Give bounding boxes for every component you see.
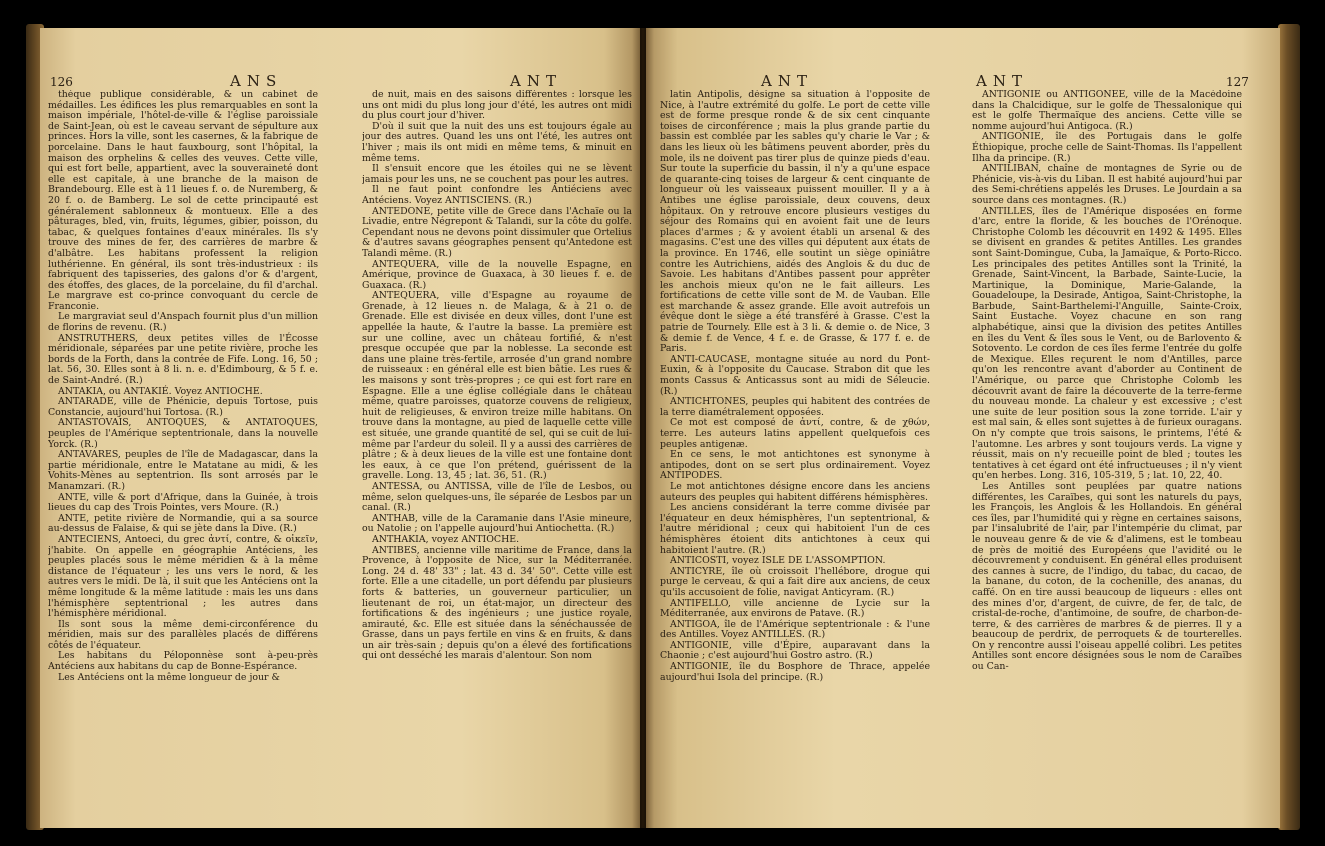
- paragraph: ANTICOSTI, voyez ISLE DE L'ASSOMPTION.: [670, 555, 886, 567]
- paragraph: ANTHAB, ville de la Caramanie dans l'Asie mineure, ou Natolie ; on l'appelle aujourd'hui Antiochetta. (R.): [362, 512, 632, 535]
- paragraph: En ce sens, le mot antichtones est synonyme à antipodes, dont on se sert plus ordinairement. Voyez ANTIPODES.: [660, 449, 930, 482]
- paragraph: ANTAKIA, ou ANTAKIÉ. Voyez ANTIOCHE.: [58, 385, 263, 397]
- left-page: [40, 28, 640, 828]
- paragraph: ANTIGONIE ou ANTIGONÉE, ville de la Macédoine dans la Chalcidique, sur le golfe de Thessalonique qui est le golfe Thermaïque des anciens. Cette ville se nomme aujourd'hui Antigoca. (R.): [972, 90, 1242, 132]
- right-column-2: [972, 90, 1242, 790]
- right-page-number: 127: [1226, 75, 1249, 89]
- left-column-1: [48, 90, 318, 790]
- paragraph: ANTICYRE, île où croissoit l'hellébore, drogue qui purge le cerveau, & qui a fait dire aux anciens, de ceux qu'ils accusoient de folie, navigat Anticyram. (R.): [660, 565, 930, 598]
- paragraph: ANTHAKIA, voyez ANTIOCHE.: [372, 533, 520, 545]
- paragraph: de nuit, mais en des saisons différentes : lorsque les uns ont midi du plus long jour d'été, les autres ont midi du plus court jour d'hiver.: [362, 90, 632, 122]
- right-column-1: [660, 90, 930, 790]
- paragraph: ANTE, petite rivière de Normandie, qui a sa source au-dessus de Falaise, & qui se jète dans la Dive. (R.): [48, 512, 318, 535]
- left-column-2: [362, 90, 632, 790]
- paragraph: ANTEQUERA, ville d'Espagne au royaume de Grenade, à 12 lieues n. de Malaga, & à 21 o. de Grenade. Elle est divisée en deux villes, dont l'une est appellée la haute, & l'autre la basse. La première est sur une colline, avec un château fortifié, & n'est presque occupée que par la noblesse. La seconde est dans une plaine très-fertile, arrosée d'un grand nombre de ruisseaux : en général elle est bien bâtie. Les rues & les maisons y sont très-propres ; ce qui est fort rare en Espagne. Elle a une église collégiale dans le château même, quatre paroisses, quatorze couvens de religieux, huit de religieuses, & environ treize mille habitans. On trouve dans la montagne, au pied de laquelle cette ville est située, une grande quantité de sel, qui se cuit de lui-même par l'ardeur du soleil. Il y a aussi des carrières de plâtre ; & à deux lieues de la ville est une fontaine dont les eaux, à ce que l'on prétend, guérissent de la gravelle. Long. 13, 45 ; lat. 36, 51. (R.): [362, 290, 632, 482]
- paragraph: Les anciens considérant la terre comme divisée par l'équateur en deux hémisphères, l'un septentrional, & l'autre méridional ; ceux qui habitoient l'un de ces hémisphères étoient dits antichtones à ceux qui habitoient l'autre. (R.): [660, 502, 930, 556]
- paragraph: ANTIGONIE, ville d'Épire, auparavant dans la Chaonie ; c'est aujourd'hui Gostro astro. (R.): [660, 639, 930, 662]
- paragraph: ANTILIBAN, chaîne de montagnes de Syrie ou de Phénicie, vis-à-vis du Liban. Il est habité aujourd'hui par des Semi-chrétiens appelés les Druses. Le Jourdain a sa source dans ces montagnes. (R.): [972, 163, 1242, 206]
- paragraph: D'où il suit que la nuit des uns est toujours égale au jour des autres. Quand les uns ont l'été, les autres ont l'hiver ; mais ils ont midi en même tems, & minuit en même tems.: [362, 120, 632, 164]
- paragraph: ANTARADE, ville de Phénicie, depuis Tortose, puis Constancie, aujourd'hui Tortosa. (R.): [48, 396, 318, 418]
- paragraph: ANTEQUERA, ville de la nouvelle Espagne, en Amérique, province de Guaxaca, à 30 lieues f. e. de Guaxaca. (R.): [362, 258, 632, 291]
- right-page: [646, 28, 1280, 828]
- paragraph: Le mot antichtones désigne encore dans les anciens auteurs des peuples qui habitent différens hémisphères.: [660, 480, 930, 503]
- paragraph: ANTIGONIE, île des Portugais dans le golfe Éthiopique, proche celle de Saint-Thomas. Ils l'appellent Ilha da principe. (R.): [972, 131, 1242, 164]
- paragraph: latin Antipolis, désigne sa situation à l'opposite de Nice, à l'autre extrémité du golfe. Le port de cette ville est de forme presque ronde & de six cent cinquante toises de circonférence ; mais la plus grande partie du bassin est comblée par les sables qu'y charie le Var ; & dans les lieux où les bâtimens peuvent aborder, près du mole, ils ne doivent pas tirer plus de quinze pieds d'eau. Sur toute la superficie du bassin, il n'y a qu'une espace de quarante-cinq toises de largeur & cent cinquante de longueur où les vaisseaux puissent mouiller. Il y a à Antibes une église paroissiale, deux couvens, deux hôpitaux. On y retrouve encore plusieurs vestiges du séjour des Romains qui en avoient fait une de leurs places d'armes ; & y avoient établi un arsenal & des magasins. C'est une des villes qui députent aux états de la province. En 1746, elle soutint un siège opiniâtre contre les Autrichiens, aidés des Anglois & du duc de Savoie. Les habitans d'Antibes passent pour apprêter les anchois mieux qu'on ne le fait ailleurs. Les fortifications de cette ville sont de M. de Vauban. Elle est marchande & assez grande. Elle avoit autrefois un évêque dont le siège a été transféré à Grasse. C'est la patrie de Tournely. Elle est à 3 li. & demie o. de Nice, 3 & demie f. de Vence, 4 f. e. de Grasse, & 177 f. e. de Paris.: [660, 90, 930, 355]
- paragraph: ANSTRUTHERS, deux petites villes de l'Écosse méridionale, séparées par une petite rivière, proche les bords de la Forth, dans la contrée de Fife. Long. 16, 50 ; lat. 56, 30. Elles sont à 8 li. n. e. d'Edimbourg, & 5 f. e. de Saint-André. (R.): [48, 332, 318, 387]
- paragraph: ANTI-CAUCASE, montagne située au nord du Pont-Euxin, & à l'opposite du Caucase. Strabon dit que les monts Cassus & Anticassus sont au midi de Séleucie. (R.): [660, 353, 930, 397]
- paragraph: ANTIFELLO, ville ancienne de Lycie sur la Méditerranée, aux environs de Patave. (R.): [660, 597, 930, 620]
- paragraph: Les Antéciens ont la même longueur de jour &: [58, 671, 280, 683]
- paragraph: ANTEDONE, petite ville de Grece dans l'Achaïe ou la Livadie, entre Négrepont & Talandi, sur la côte du golfe. Cependant nous ne devons point dissimuler que Ortelius & d'autres savans géographes pensent qu'Antedone est Talandi même. (R.): [362, 205, 632, 259]
- paragraph: Ils sont sous la même demi-circonférence du méridien, mais sur des parallèles placés de différens côtés de l'équateur.: [48, 618, 318, 651]
- paragraph: ANTE, ville & port d'Afrique, dans la Guinée, à trois lieues du cap des Trois Pointes, vers Moure. (R.): [48, 491, 318, 514]
- right-header-word-2: ANT: [976, 72, 1028, 90]
- paragraph: Ce mot est composé de ἀντί, contre, & de χθών, terre. Les auteurs latins appellent quelquefois ces peuples antigenæ.: [660, 417, 930, 450]
- paragraph: Les Antilles sont peuplées par quatre nations différentes, les Caraïbes, qui sont les naturels du pays, les François, les Anglois & les Hollandois. En général ces îles, par l'humidité qui y règne en certaines saisons, par l'insalubrité de l'air, par l'intempérie du climat, par le nouveau genre & de vie & d'alimens, est le tombeau de près de moitié des Européens que l'avidité ou le découvrement y conduisent. En général elles produisent des cannes à sucre, de l'indigo, du tabac, du cacao, de la banane, du coton, de la cochenille, des ananas, du caffé. On en tire aussi beaucoup de liqueurs : elles ont des mines d'or, d'argent, de cuivre, de fer, de talc, de cristal-de-roche, d'antimoine, de soufre, de charbon-de-terre, & des carrières de marbres & de pierres. Il y a beaucoup de perdrix, de perroquets & de tourterelles. On y rencontre aussi l'oiseau appellé colibri. Les petites Antilles sont encore désignées sous le nom de Caraïbes ou Can-: [972, 480, 1242, 673]
- paragraph: Le margraviat seul d'Anspach fournit plus d'un million de florins de revenu. (R.): [48, 311, 318, 334]
- paragraph: ANTIGONIE, île du Bosphore de Thrace, appelée aujourd'hui Isola del principe. (R.): [660, 661, 930, 683]
- paragraph: Les habitans du Péloponnèse sont à-peu-près Antéciens aux habitans du cap de Bonne-Espérance.: [48, 650, 318, 673]
- right-header-word-1: ANT: [761, 72, 813, 90]
- paragraph: ANTIGOA, île de l'Amérique septentrionale : & l'une des Antilles. Voyez ANTILLES. (R.): [660, 618, 930, 641]
- left-page-number: 126: [50, 75, 73, 89]
- paragraph: Il ne faut point confondre les Antiéciens avec Antéciens. Voyez ANTISCIENS. (R.): [362, 184, 632, 206]
- paragraph: ANTILLES, îles de l'Amérique disposées en forme d'arc, entre la floride, & les bouches de l'Orénoque. Christophe Colomb les découvrit en 1492 & 1495. Elles se divisent en grandes & petites Antilles. Les grandes sont Saint-Domingue, Cuba, la Jamaïque, & Porto-Ricco. Les principales des petites Antilles sont la Trinité, la Grenade, Saint-Vincent, la Barbade, Sainte-Lucie, la Martinique, la Dominique, Marie-Galande, la Gouadeloupe, la Desirade, Antigoa, Saint-Christophe, la Barbude, Saint-Barthelemi-l'Anguille, Sainte-Croix, Saint Eustache. Voyez chacune en son rang alphabétique, ainsi que la division des petites Antilles en îles du Vent & îles sous le Vent, ou de Barlovento & Sotovento. Le cordon de ces îles ferme l'entrée du golfe de Mexique. Elles reçurent le nom d'Antilles, parce qu'on les rencontre avant d'aborder au Continent de l'Amérique, ou parce que Christophe Colomb les découvrit avant de faire la découverte de la terre-ferme du nouveau monde. La chaleur y est excessive ; c'est une suite de leur position sous la zone torride. L'air y est mal sain, & elles sont sujettes à de furieux ouragans. On n'y compte que trois saisons, le printems, l'été & l'automne. Les arbres y sont toujours verds. La vigne y réussit, mais on n'y recueille point de bled ; toutes les tentatives à cet égard ont été infructueuses ; il n'y vient qu'en herbes. Long. 316, 105-319, 5 ; lat. 10, 22, 40.: [972, 205, 1242, 482]
- paragraph: ANTIBES, ancienne ville maritime de France, dans la Provence, à l'opposite de Nice, sur la Méditerranée. Long. 24 d. 48' 33" ; lat. 43 d. 34' 50". Cette ville est forte. Elle a une citadelle, un port défendu par plusieurs forts & batteries, un gouverneur particulier, un lieutenant de roi, un état-major, un directeur des fortifications & des ingénieurs ; une justice royale, amirauté, &c. Elle est située dans la sénéchaussée de Grasse, dans un pays fertile en vins & en fruits, & dans un air très-sain ; depuis qu'on a élevé des fortifications qui ont desséché les marais d'alentour. Son nom: [362, 544, 632, 662]
- paragraph: ANTESSA, ou ANTISSA, ville de l'île de Lesbos, ou même, selon quelques-uns, île séparée de Lesbos par un canal. (R.): [362, 480, 632, 514]
- paragraph: ANTECIENS, Antoeci, du grec ἀντί, contre, & οἰκεῖν, j'habite. On appelle en géographie Antéciens, les peuples placés sous le même méridien & à la même distance de l'équateur ; les uns vers le nord, & les autres vers le midi. De là, il suit que les Antéciens ont la même longitude & la même latitude : mais les uns dans l'hémisphère septentrional ; les autres dans l'hémisphère méridional.: [48, 533, 318, 620]
- paragraph: théque publique considérable, & un cabinet de médailles. Les édifices les plus remarquables en sont la maison impériale, l'hôtel-de-ville & l'église paroissiale de Saint-Jean, où est le caveau servant de sépulture aux princes. Hors la ville, sont les casernes, & la fabrique de porcelaine. Dans le haut fauxbourg, sont l'hôpital, la maison des orphelins & celles des veuves. Cette ville, qui est fort belle, appartient, avec la souveraineté dont elle est capitale, à une branche de la maison de Brandebourg. Elle est à 11 lieues f. o. de Nuremberg, & 20 f. o. de Bamberg. Le sol de cette principauté est généralement sablonneux & montueux. Elle a des pâturages, bled, vin, fruits, légumes, gibier, poisson, du tabac, & quelques fontaines d'eaux minérales. Ils s'y trouve des mines de fer, des carrières de marbre & d'albâtre. Les habitans professent la religion luthérienne. En général, ils sont très-industrieux : ils fabriquent des tapisseries, des galons d'or & d'argent, des étoffes, des glaces, de la porcelaine, du fil d'archal. Le margrave est co-prince convoquant du cercle de Franconie.: [48, 90, 318, 312]
- paragraph: ANTICHTONES, peuples qui habitent des contrées de la terre diamétralement opposées.: [660, 396, 930, 418]
- paragraph: ANTAVARES, peuples de l'île de Madagascar, dans la partie méridionale, entre le Matatane au midi, & les Vohits-Mènes au septentrion. Ils sont arrosés par le Manamzari. (R.): [48, 449, 318, 492]
- book-cover-right-edge: [1278, 24, 1300, 830]
- book-gutter: [632, 28, 654, 828]
- paragraph: ANTASTOVAIS, ANTOQUES, & ANTATOQUES, peuples de l'Amérique septentrionale, dans la nouvelle Yorck. (R.): [48, 417, 318, 450]
- left-header-word-2: ANT: [510, 72, 562, 90]
- left-header-word-1: ANS: [230, 72, 283, 90]
- paragraph: Il s'ensuit encore que les étoiles qui ne se lèvent jamais pour les uns, ne se couchent pas pour les autres.: [362, 163, 632, 185]
